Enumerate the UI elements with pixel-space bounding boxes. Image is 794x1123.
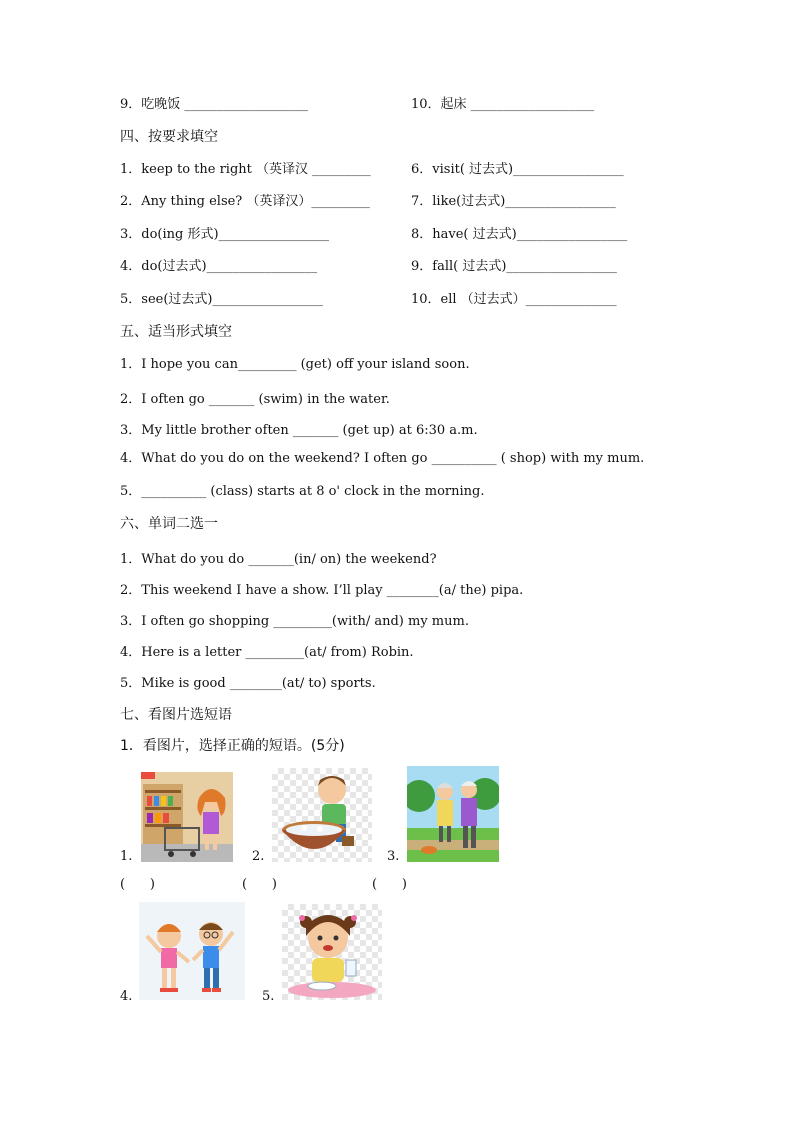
washing-picture [272,768,372,862]
form-item-2: 2．I often go _______ (swim) in the water. [120,392,390,407]
answer-bracket-1: ( ) [120,877,155,892]
picture-label-1: 1. [120,849,133,864]
fill-item-10: 10．ell （过去式）______________ [411,292,617,307]
fill-item-9: 9．fall( 过去式)_________________ [411,259,617,274]
picture-label-5: 5. [262,989,275,1004]
exercise-picture [139,902,245,1000]
fill-item-5: 5．see(过去式)_________________ [120,292,323,307]
fill-item-6: 6．visit( 过去式)_________________ [411,162,624,177]
vocab-item-9: 9．吃晚饭 ___________________ [120,97,308,112]
picture-label-3: 3. [387,849,400,864]
choice-item-4: 4．Here is a letter _________(at/ from) Robin. [120,645,414,660]
form-item-5: 5．__________ (class) starts at 8 o' clock in the morning. [120,484,485,499]
fill-item-3: 3．do(ing 形式)_________________ [120,227,330,242]
form-item-3: 3．My little brother often _______ (get up) at 6:30 a.m. [120,423,478,438]
fill-item-1: 1．keep to the right （英译汉 _________ [120,162,371,177]
section-heading-7: 七、看图片选短语 [120,707,232,723]
walking-picture [407,766,499,862]
form-item-4: 4．What do you do on the weekend? I often go __________ ( shop) with my mum. [120,451,645,466]
vocab-item-10: 10．起床 ___________________ [411,97,595,112]
answer-bracket-2: ( ) [242,877,277,892]
answer-bracket-3: ( ) [372,877,407,892]
picture-label-2: 2. [252,849,265,864]
choice-item-3: 3．I often go shopping _________(with/ and) my mum. [120,614,469,629]
breakfast-picture [282,904,382,1000]
shopping-picture [141,772,233,862]
section-heading-5: 五、适当形式填空 [120,324,232,340]
choice-item-5: 5．Mike is good ________(at/ to) sports. [120,676,376,691]
picture-label-4: 4. [120,989,133,1004]
choice-item-2: 2．This weekend I have a show. I’ll play ________(a/ the) pipa. [120,583,524,598]
choice-item-1: 1．What do you do _______(in/ on) the weekend? [120,552,437,567]
picture-instruction: 1．看图片，选择正确的短语。(5分) [120,738,345,754]
fill-item-7: 7．like(过去式)_________________ [411,194,616,209]
form-item-1: 1．I hope you can_________ (get) off your island soon. [120,357,470,372]
section-heading-4: 四、按要求填空 [120,129,218,145]
fill-item-4: 4．do(过去式)_________________ [120,259,318,274]
section-heading-6: 六、单词二选一 [120,516,218,532]
fill-item-8: 8．have( 过去式)_________________ [411,227,628,242]
fill-item-2: 2．Any thing else? （英译汉）_________ [120,194,370,209]
